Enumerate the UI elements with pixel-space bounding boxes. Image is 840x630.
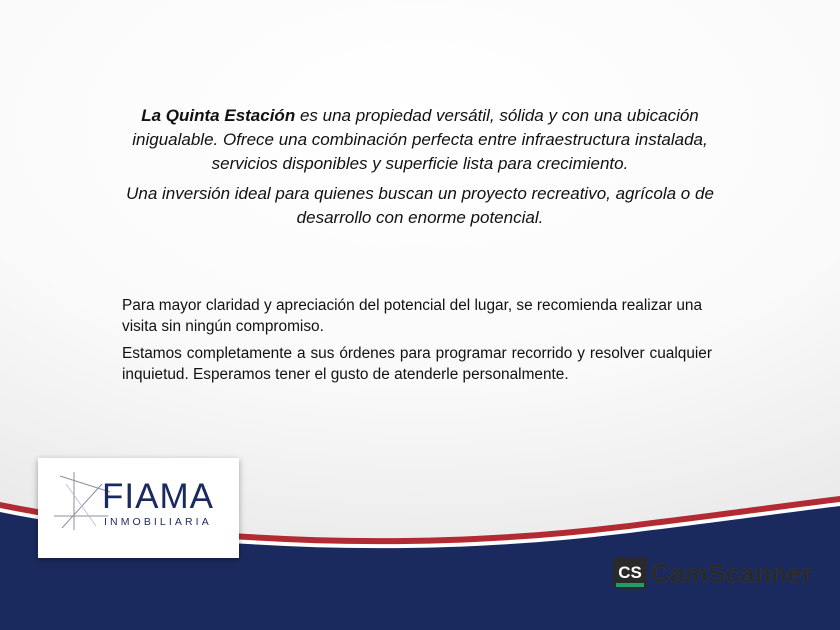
body-paragraph-2: Estamos completamente a sus órdenes para programar recorrido y resolver cualquier inquietud. Esperamos tener el gusto de atenderle personalmente. [122, 345, 712, 383]
camscanner-text: CamScanner [651, 557, 812, 588]
body-paragraph-1: Para mayor claridad y apreciación del potencial del lugar, se recomienda realizar una visita sin ningún compromiso. [122, 297, 703, 335]
body-text-block [122, 295, 712, 391]
logo-subtitle: INMOBILIARIA [104, 516, 212, 528]
camscanner-icon [613, 557, 647, 589]
property-name: La Quinta Estación [141, 106, 296, 125]
camscanner-watermark [613, 557, 812, 589]
intro-paragraph-2: Una inversión ideal para quienes buscan un proyecto recreativo, agrícola o de desarrollo con enorme potencial. [126, 184, 714, 227]
camscanner-icon-text: CS [618, 563, 642, 582]
intro-paragraph-1-text: es una propiedad versátil, sólida y con una ubicación inigualable. Ofrece una combinación perfecta entre infraestructura instalada, servicios disponibles y superficie lista para crecimiento. [132, 106, 708, 173]
intro-paragraph-1 [120, 104, 720, 176]
fiama-logo-card [38, 458, 239, 558]
logo-title: FIAMA [102, 477, 214, 516]
intro-text-block [120, 104, 720, 236]
